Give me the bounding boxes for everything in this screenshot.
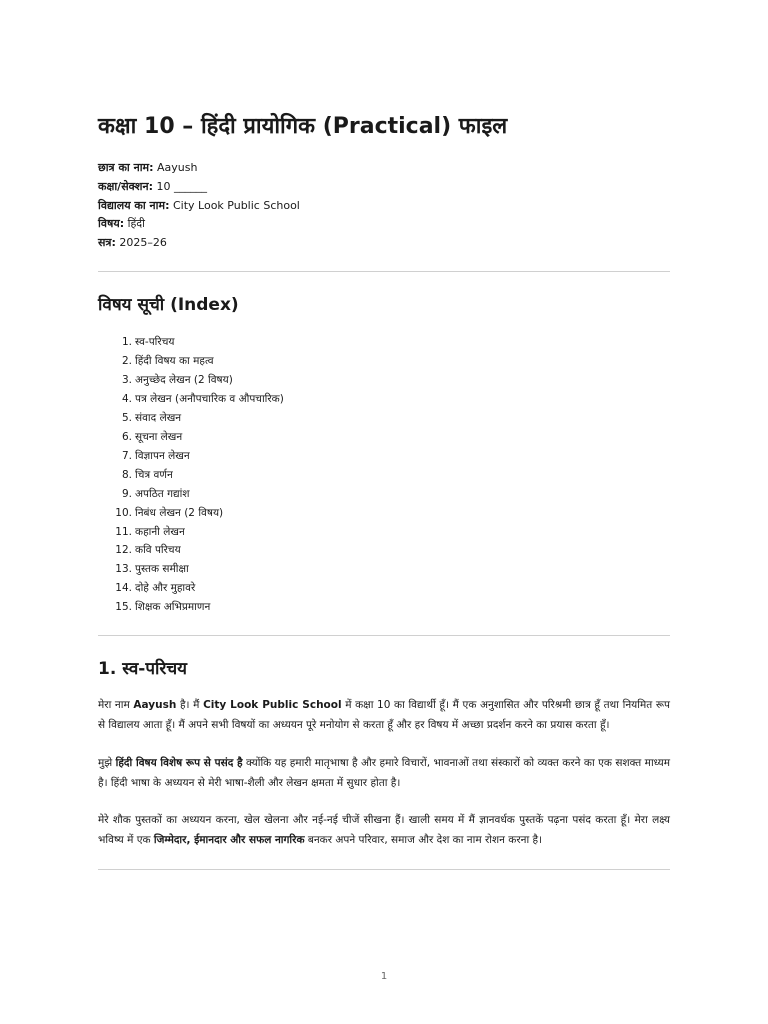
- divider: [98, 869, 670, 870]
- list-item: 10. निबंध लेखन (2 विषय): [115, 506, 224, 519]
- meta-value: 2025–26: [119, 236, 167, 250]
- meta-value: 10 ______: [156, 179, 208, 193]
- paragraph-hindi-interest: मुझे हिंदी विषय विशेष रूप से पसंद है क्योंकि यह हमारी मातृभाषा है और हमारे विचारों, भावनाओं तथा संस्कारों को व्यक्त करने का एक सशक्त माध्यम है। हिंदी भाषा के अध्ययन से मेरी भाषा-शैली और लेखन क्षमता में सुधार होता है।: [98, 757, 670, 789]
- list-item: 7. विज्ञापन लेखन: [121, 449, 190, 462]
- school-name-row: [98, 197, 300, 216]
- divider: [98, 635, 670, 636]
- session-row: [98, 234, 300, 253]
- meta-label: विद्यालय का नाम:: [98, 198, 170, 212]
- divider: [98, 271, 670, 272]
- subject-row: [98, 215, 300, 234]
- meta-label: छात्र का नाम:: [98, 161, 154, 174]
- page-number: 1: [380, 971, 388, 982]
- list-item: 5. संवाद लेखन: [121, 411, 182, 424]
- list-item: 4. पत्र लेखन (अनौपचारिक व औपचारिक): [121, 392, 284, 405]
- list-item: 6. सूचना लेखन: [121, 430, 183, 443]
- list-item: 8. चित्र वर्णन: [121, 468, 173, 481]
- list-item: 2. हिंदी विषय का महत्व: [121, 354, 214, 367]
- meta-value: City Look Public School: [172, 198, 300, 212]
- paragraph-hobbies: मेरे शौक पुस्तकों का अध्ययन करना, खेल खेलना और नई-नई चीजें सीखना हैं। खाली समय में मैं ज्ञानवर्धक पुस्तकें पढ़ना पसंद करता हूँ। मेरा लक्ष्य भविष्य में एक जिम्मेदार, ईमानदार और सफल नागरिक बनकर अपने परिवार, समाज और देश का नाम रोशन करना है।: [98, 814, 670, 846]
- index-list: [98, 333, 284, 617]
- meta-label: कक्षा/सेक्शन:: [98, 179, 154, 193]
- student-details: [98, 159, 300, 253]
- list-item: 13. पुस्तक समीक्षा: [115, 563, 189, 576]
- list-item: 1. स्व-परिचय: [121, 336, 175, 348]
- list-item: 9. अपठित गद्यांश: [121, 487, 190, 500]
- index-heading: विषय सूची (Index): [98, 295, 239, 315]
- document-title: कक्षा 10 – हिंदी प्रायोगिक (Practical) फाइल: [98, 114, 508, 139]
- meta-label: विषय:: [98, 217, 125, 231]
- class-section-row: [98, 178, 300, 197]
- list-item: 14. दोहे और मुहावरे: [115, 582, 196, 595]
- meta-value: हिंदी: [127, 217, 145, 231]
- meta-value: Aayush: [157, 161, 198, 174]
- meta-label: सत्र:: [98, 236, 116, 250]
- list-item: 11. कहानी लेखन: [115, 525, 185, 538]
- list-item: 15. शिक्षक अभिप्रमाणन: [115, 601, 211, 614]
- section-heading-self-intro: 1. स्व-परिचय: [98, 659, 187, 679]
- student-name-row: [98, 159, 300, 178]
- list-item: 3. अनुच्छेद लेखन (2 विषय): [121, 373, 233, 386]
- list-item: 12. कवि परिचय: [115, 544, 181, 557]
- paragraph-self-intro: मेरा नाम Aayush है। मैं City Look Public School में कक्षा 10 का विद्यार्थी हूँ। मैं एक अनुशासित और परिश्रमी छात्र हूँ तथा नियमित रूप से विद्यालय आता हूँ। मैं अपने सभी विषयों का अध्ययन पूरे मनोयोग से करता हूँ और हर विषय में अच्छा प्रदर्शन करने का प्रयास करता हूँ।: [98, 699, 670, 731]
